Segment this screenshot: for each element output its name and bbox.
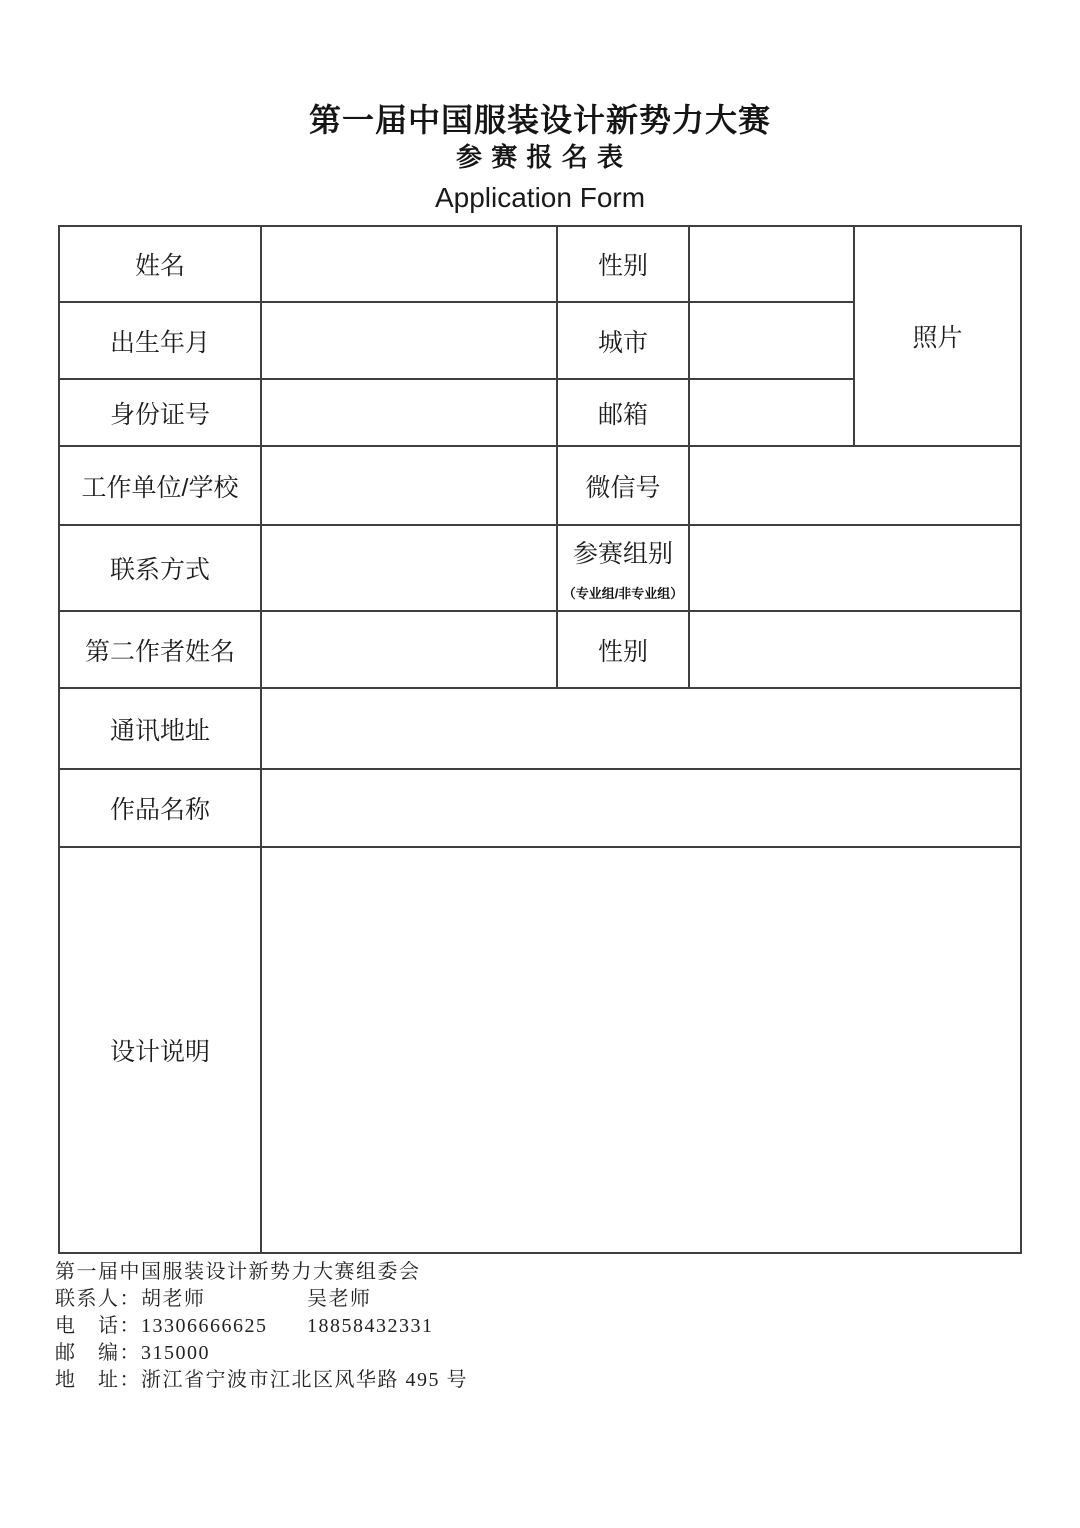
- table-row-contact: [59, 525, 1021, 611]
- city-value-cell: [689, 302, 854, 379]
- postcode-value: 315000: [141, 1342, 210, 1364]
- second-author-value-cell: [261, 611, 557, 688]
- phone-label: 电 话：: [55, 1315, 141, 1337]
- table-row-name: [59, 226, 1021, 302]
- footer-address: [55, 1367, 1080, 1394]
- id-number-value-cell: [261, 379, 557, 446]
- application-table: [58, 225, 1022, 1254]
- footer-phones: [55, 1313, 1080, 1340]
- photo-cell: 照片: [854, 226, 1021, 446]
- footer-postcode: [55, 1340, 1080, 1367]
- table-row-design-notes: [59, 847, 1021, 1253]
- group-label-cell: [557, 525, 689, 611]
- work-title-value-cell: [261, 769, 1021, 847]
- phone-number-1: 13306666625: [141, 1315, 268, 1337]
- form-subtitle: 参 赛 报 名 表: [456, 142, 624, 172]
- second-author-gender-label: 性别: [557, 611, 689, 688]
- birth-label: 出生年月: [59, 302, 261, 379]
- gender-value-cell: [689, 226, 854, 302]
- contact-persons-label: 联系人：: [55, 1288, 141, 1310]
- work-unit-label: 工作单位/学校: [59, 446, 261, 525]
- id-number-label: 身份证号: [59, 379, 261, 446]
- mail-address-value-cell: [261, 688, 1021, 769]
- form-subtitle-english: Application Form: [434, 182, 646, 213]
- page-title: 第一届中国服装设计新势力大赛: [308, 102, 771, 138]
- footer-contact-block: [55, 1259, 1080, 1394]
- city-label: 城市: [557, 302, 689, 379]
- birth-value-cell: [261, 302, 557, 379]
- phone-number-2: 18858432331: [307, 1315, 434, 1337]
- address-label: 地 址：: [55, 1369, 141, 1391]
- table-row-work-title: [59, 769, 1021, 847]
- contact-name-2: 吴老师: [307, 1288, 372, 1310]
- footer-contacts: [55, 1286, 1080, 1313]
- footer-organizer: 第一届中国服装设计新势力大赛组委会: [55, 1261, 421, 1283]
- name-label: 姓名: [59, 226, 261, 302]
- design-notes-value-cell: [261, 847, 1021, 1253]
- design-notes-label: 设计说明: [59, 847, 261, 1253]
- form-header: [0, 0, 1080, 216]
- group-label: 参赛组别: [572, 540, 673, 568]
- second-author-label: 第二作者姓名: [59, 611, 261, 688]
- table-row-work-unit: [59, 446, 1021, 525]
- postcode-label: 邮 编：: [55, 1342, 141, 1364]
- table-row-mail-address: [59, 688, 1021, 769]
- work-unit-value-cell: [261, 446, 557, 525]
- contact-value-cell: [261, 525, 557, 611]
- work-title-label: 作品名称: [59, 769, 261, 847]
- address-value: 浙江省宁波市江北区风华路 495 号: [141, 1369, 468, 1391]
- table-row-second-author: [59, 611, 1021, 688]
- email-label: 邮箱: [557, 379, 689, 446]
- mail-address-label: 通讯地址: [59, 688, 261, 769]
- second-author-gender-value-cell: [689, 611, 1021, 688]
- name-value-cell: [261, 226, 557, 302]
- wechat-label: 微信号: [557, 446, 689, 525]
- group-note: （专业组/非专业组）: [562, 586, 684, 601]
- gender-label: 性别: [557, 226, 689, 302]
- wechat-value-cell: [689, 446, 1021, 525]
- contact-name-1: 胡老师: [141, 1288, 206, 1310]
- group-value-cell: [689, 525, 1021, 611]
- email-value-cell: [689, 379, 854, 446]
- contact-label: 联系方式: [59, 525, 261, 611]
